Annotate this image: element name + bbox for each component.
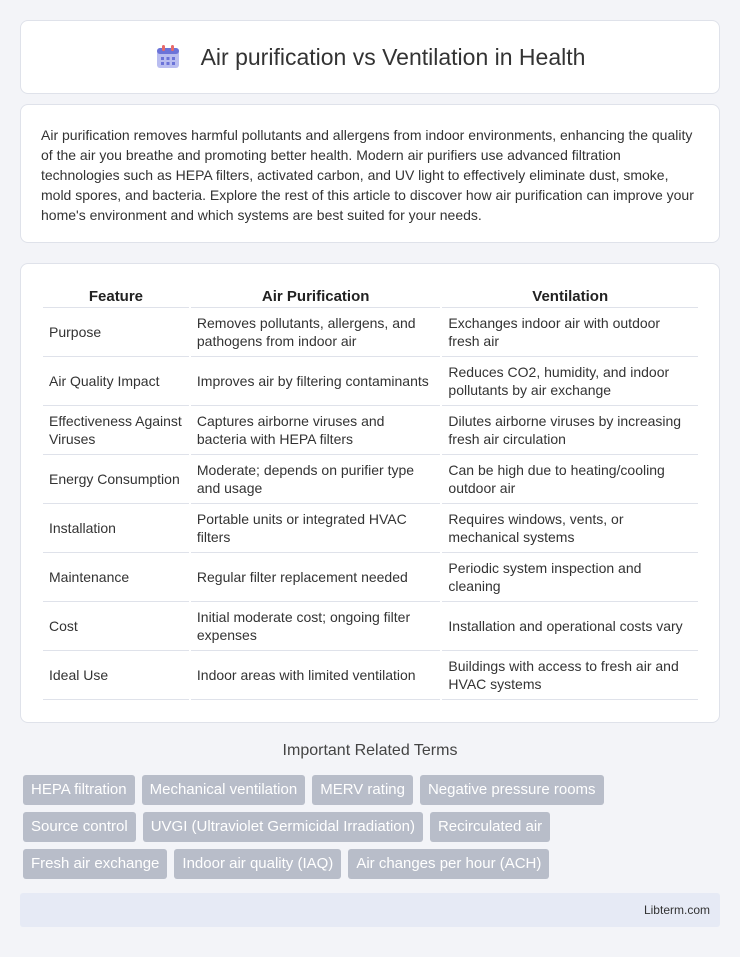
row-ventilation: Exchanges indoor air with outdoor fresh air [442, 308, 698, 357]
calendar-grid-icon [155, 44, 181, 70]
row-ventilation: Buildings with access to fresh air and HVAC systems [442, 651, 698, 700]
table-row [43, 651, 698, 700]
row-feature: Effectiveness Against Viruses [43, 406, 189, 455]
table-row [43, 553, 698, 602]
row-feature: Installation [43, 504, 189, 553]
comparison-table [43, 286, 698, 700]
row-ventilation: Requires windows, vents, or mechanical systems [442, 504, 698, 553]
row-feature: Maintenance [43, 553, 189, 602]
tag-air-changes-per-hour[interactable]: Air changes per hour (ACH) [348, 849, 549, 879]
row-ventilation: Periodic system inspection and cleaning [442, 553, 698, 602]
tag-fresh-air-exchange[interactable]: Fresh air exchange [23, 849, 167, 879]
intro-text: Air purification removes harmful pollutants and allergens from indoor environments, enhancing the quality of the air you breathe and promoting better health. Modern air purifiers use advanced filtration technologies such as HEPA filters, activated carbon, and UV light to effectively eliminate dust, smoke, mold spores, and bacteria. Explore the rest of this article to discover how air purification can improve your home's environment and which systems are best suited for your needs. [41, 127, 694, 223]
table-header-row [43, 286, 698, 308]
row-feature: Cost [43, 602, 189, 651]
tag-merv-rating[interactable]: MERV rating [312, 775, 413, 805]
comparison-table-card [20, 263, 720, 723]
tag-indoor-air-quality[interactable]: Indoor air quality (IAQ) [174, 849, 341, 879]
intro-card [20, 104, 720, 243]
row-feature: Purpose [43, 308, 189, 357]
table-row [43, 308, 698, 357]
row-feature: Air Quality Impact [43, 357, 189, 406]
tag-negative-pressure-rooms[interactable]: Negative pressure rooms [420, 775, 604, 805]
table-row [43, 504, 698, 553]
row-ventilation: Can be high due to heating/cooling outdoor air [442, 455, 698, 504]
row-ventilation: Dilutes airborne viruses by increasing fresh air circulation [442, 406, 698, 455]
footer-site-link[interactable]: Libterm.com [643, 903, 710, 917]
row-air-purification: Portable units or integrated HVAC filters [191, 504, 441, 553]
row-air-purification: Moderate; depends on purifier type and usage [191, 455, 441, 504]
footer [20, 893, 720, 927]
row-air-purification: Improves air by filtering contaminants [191, 357, 441, 406]
table-row [43, 357, 698, 406]
related-terms [23, 775, 723, 886]
header-feature: Feature [43, 286, 189, 308]
row-air-purification: Indoor areas with limited ventilation [191, 651, 441, 700]
row-air-purification: Regular filter replacement needed [191, 553, 441, 602]
related-terms-title: Important Related Terms [282, 742, 458, 759]
row-air-purification: Initial moderate cost; ongoing filter expenses [191, 602, 441, 651]
tag-hepa-filtration[interactable]: HEPA filtration [23, 775, 135, 805]
table-row [43, 455, 698, 504]
title-card [20, 20, 720, 94]
tag-source-control[interactable]: Source control [23, 812, 136, 842]
tag-recirculated-air[interactable]: Recirculated air [430, 812, 550, 842]
header-air-purification: Air Purification [191, 286, 441, 308]
tag-uvgi[interactable]: UVGI (Ultraviolet Germicidal Irradiation) [143, 812, 423, 842]
tag-row [23, 849, 723, 879]
tag-row [23, 812, 723, 842]
row-ventilation: Installation and operational costs vary [442, 602, 698, 651]
table-row [43, 602, 698, 651]
table-row [43, 406, 698, 455]
page-title: Air purification vs Ventilation in Health [200, 43, 586, 70]
row-feature: Energy Consumption [43, 455, 189, 504]
row-air-purification: Captures airborne viruses and bacteria with HEPA filters [191, 406, 441, 455]
row-air-purification: Removes pollutants, allergens, and pathogens from indoor air [191, 308, 441, 357]
row-ventilation: Reduces CO2, humidity, and indoor pollutants by air exchange [442, 357, 698, 406]
row-feature: Ideal Use [43, 651, 189, 700]
tag-row [23, 775, 723, 805]
header-ventilation: Ventilation [442, 286, 698, 308]
tag-mechanical-ventilation[interactable]: Mechanical ventilation [142, 775, 306, 805]
